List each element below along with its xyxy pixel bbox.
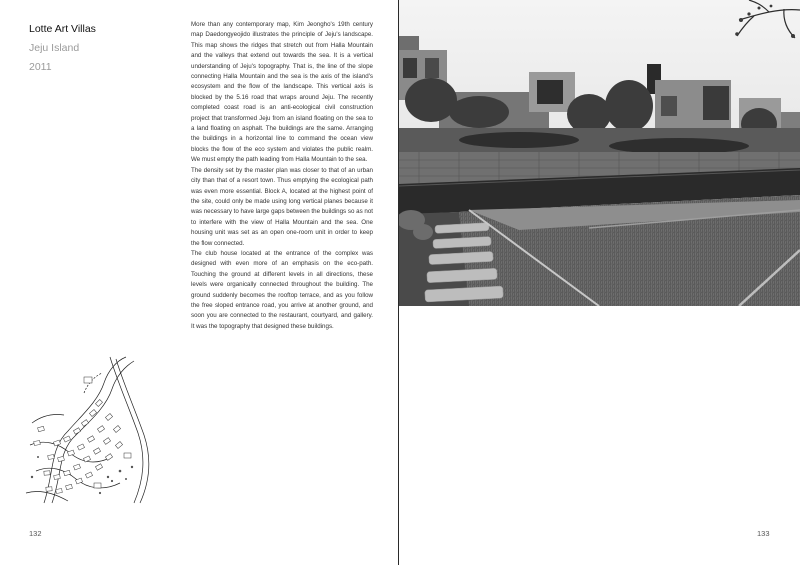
page-number: 133: [757, 529, 770, 538]
project-location: Jeju Island: [29, 42, 80, 54]
left-page: [0, 0, 398, 565]
paragraph: The density set by the master plan was closer to that of an urban city than that of a resort town. Thus emptying the ecological path was even more essential. Block A, located at the highest point of the site, could only be made using long vertical planes because it was necessary to have large gaps between the buildings so as not to interfere with the view of Halla Mountain and the sea. One housing unit was set as an open one-room unit in order to keep the flow connected.: [191, 166, 373, 247]
site-plan-drawing: [24, 353, 158, 507]
body-text: [191, 20, 373, 332]
page-number: 132: [29, 529, 42, 538]
paragraph: The club house located at the entrance of the complex was designed with even more of an emphasis on the eco-path. Touching the ground at different levels in all directions, these levels were organically connected throughout the building. The ground suddenly becomes the rooftop terrace, and as you follow the free sloped entrance road, you arrive at another ground, and soon you are connected to the restaurant, courtyard, and gallery. It was the topography that designed these buildings.: [191, 249, 373, 330]
project-header: [29, 22, 179, 74]
landscape-photo: [399, 0, 800, 306]
project-title: Lotte Art Villas: [29, 23, 96, 35]
project-year: 2011: [29, 61, 52, 73]
paragraph: More than any contemporary map, Kim Jeongho's 19th century map Daedongyeojido illustrates the principle of Jeju's landscape. This map shows the ridges that stretch out from Halla Mountain and the valleys that extend out towards the sea. It is a vertical understanding of Jeju's topography. That is, the line of the slope connecting Halla Mountain and the sea is the axis of the island's ecosystem and the flow of the landscape. This vertical axis is blocked by the 5.16 road that wraps around Jeju. The recently completed coast road is an anti-ecological civil construction project that transformed Jeju from an island floating on the sea to a land floating on asphalt. The buildings are the same. Arranging the buildings in a horizontal line to command the ocean view blocks the flow of the eco system and violates the public realm. We must empty the path leading from Halla Mountain to the sea.: [191, 21, 373, 164]
right-page: [399, 0, 800, 565]
